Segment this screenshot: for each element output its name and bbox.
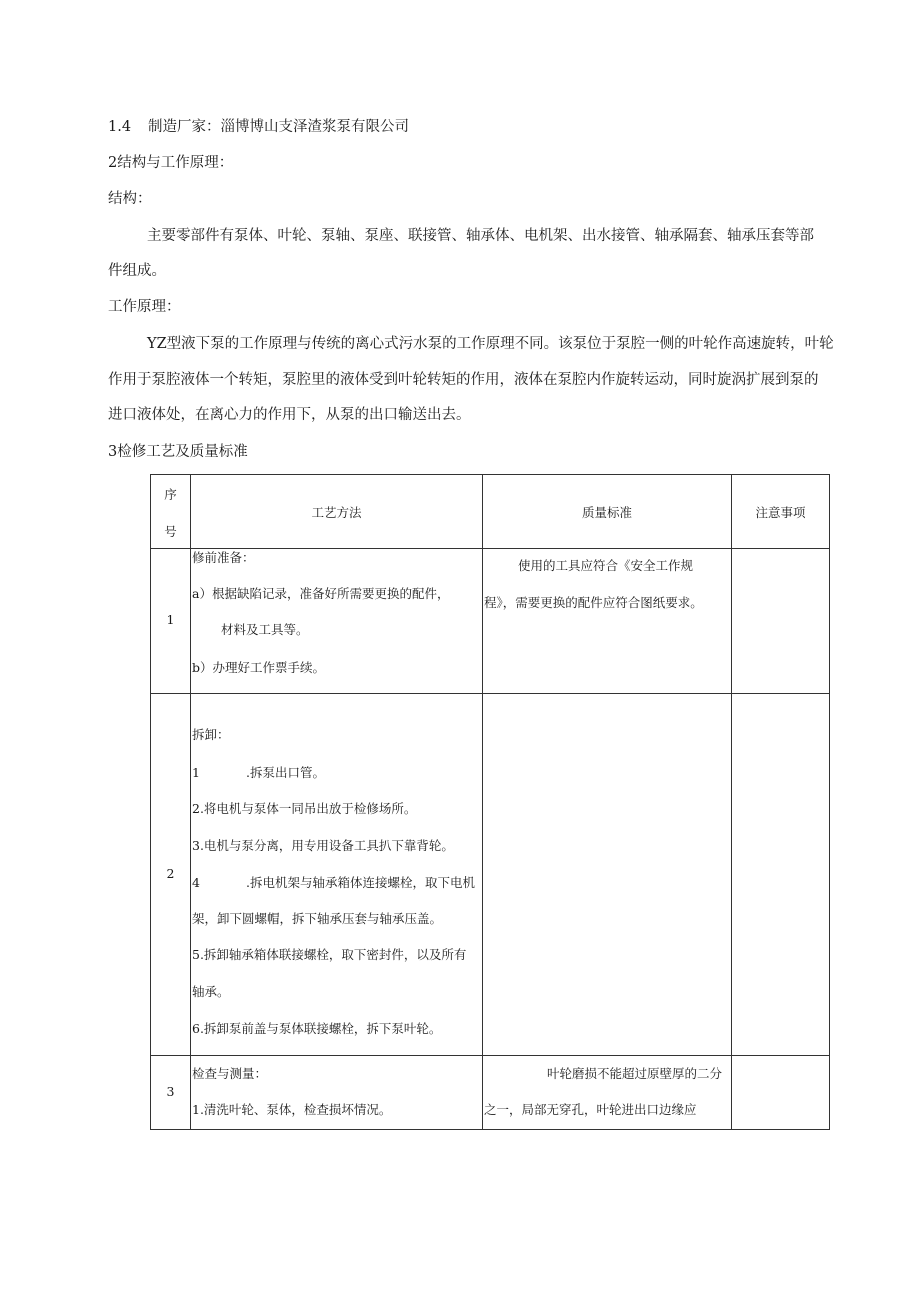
row-2-standard [483, 694, 732, 1056]
row-3-method-line: 1.清洗叶轮、泵体，检查损坏情况。 [192, 1102, 392, 1117]
row-3-method [191, 1056, 483, 1130]
row-1-method-line: a）根据缺陷记录，准备好所需要更换的配件， [192, 586, 450, 601]
row-2-method-line: 轴承。 [192, 984, 230, 999]
header-standard [483, 475, 732, 549]
row-2-method [191, 694, 483, 1056]
header-method-label: 工艺方法 [311, 505, 362, 520]
structure-label: 结构： [108, 191, 152, 207]
header-seq [151, 475, 191, 549]
row-2-seq [151, 694, 191, 1056]
header-method [191, 475, 483, 549]
row-1-notes [732, 549, 830, 694]
section-2-heading: 2结构与工作原理： [108, 155, 234, 171]
table-header-row [151, 475, 830, 549]
principle-line1: YZ型液下泵的工作原理与传统的离心式污水泵的工作原理不同。该泵位于泵腔一侧的叶轮作高速旋转，叶轮 [147, 336, 834, 352]
section-1-4-label: 制造厂家：淄博博山支泽渣浆泵有限公司 [148, 119, 409, 135]
principle-line2: 作用于泵腔液体一个转矩，泵腔里的液体受到叶轮转矩的作用，液体在泵腔内作旋转运动，同时旋涡扩展到泵的 [108, 372, 819, 388]
row-2-notes [732, 694, 830, 1056]
section-1-4-number: 1.4 [108, 119, 132, 135]
row-3-seq [151, 1056, 191, 1130]
row-3-notes [732, 1056, 830, 1130]
row-1-method-line: 修前准备： [192, 550, 255, 565]
row-2-method-line: 1 [192, 765, 200, 780]
row-2-method-line: 4 [192, 875, 200, 890]
section-1-4 [108, 117, 409, 137]
row-2-method-line: 5.拆卸轴承箱体联接螺栓，取下密封件，以及所有 [192, 947, 467, 962]
row-2-method-line: 拆卸： [192, 727, 230, 742]
principle-label: 工作原理： [108, 299, 181, 315]
header-notes-label: 注意事项 [755, 505, 806, 520]
row-2-method-line: 6.拆卸泵前盖与泵体联接螺栓，拆下泵叶轮。 [192, 1021, 442, 1036]
row-3-standard-line: 之一，局部无穿孔，叶轮进出口边缘应 [484, 1102, 697, 1117]
row-1-seq [151, 549, 191, 694]
row-2-method-line: .拆泵出口管。 [246, 765, 325, 780]
header-notes [732, 475, 830, 549]
structure-text-line1: 主要零部件有泵体、叶轮、泵轴、泵座、联接管、轴承体、电机架、出水接管、轴承隔套、轴承压套等部 [147, 228, 814, 244]
row-2-method-line: 2.将电机与泵体一同吊出放于检修场所。 [192, 801, 417, 816]
row-3-standard-line: 叶轮磨损不能超过原壁厚的二分 [547, 1066, 723, 1081]
row-2-method-line: .拆电机架与轴承箱体连接螺栓，取下电机 [246, 875, 475, 890]
principle-line3: 进口液体处，在离心力的作用下，从泵的出口输送出去。 [108, 407, 471, 423]
row-3-method-line: 检查与测量： [192, 1066, 268, 1081]
header-seq-line2: 号 [164, 524, 177, 539]
row-1-standard-line: 程》，需要更换的配件应符合图纸要求。 [484, 595, 703, 610]
row-3-standard [483, 1056, 732, 1130]
structure-text-line2: 件组成。 [108, 263, 166, 279]
row-2-seq-value: 2 [166, 866, 175, 881]
row-3-seq-value: 3 [166, 1084, 175, 1099]
row-2-method-line: 3.电机与泵分离，用专用设备工具扒下靠背轮。 [192, 838, 454, 853]
row-1-standard-line: 使用的工具应符合《安全工作规 [518, 558, 694, 573]
table-row [151, 1056, 830, 1130]
row-1-method-line: 材料及工具等。 [221, 622, 309, 637]
section-3-heading: 3检修工艺及质量标准 [108, 444, 248, 460]
row-1-seq-value: 1 [166, 612, 175, 627]
table-row [151, 549, 830, 694]
header-seq-line1: 序 [164, 487, 177, 502]
row-2-method-line: 架，卸下圆螺帽，拆下轴承压套与轴承压盖。 [192, 911, 443, 926]
header-standard-label: 质量标准 [581, 505, 632, 520]
row-1-method-line: b）办理好工作票手续。 [192, 660, 326, 675]
row-1-standard [483, 549, 732, 694]
table-row [151, 694, 830, 1056]
row-1-method [191, 549, 483, 694]
maintenance-table [150, 474, 830, 1130]
